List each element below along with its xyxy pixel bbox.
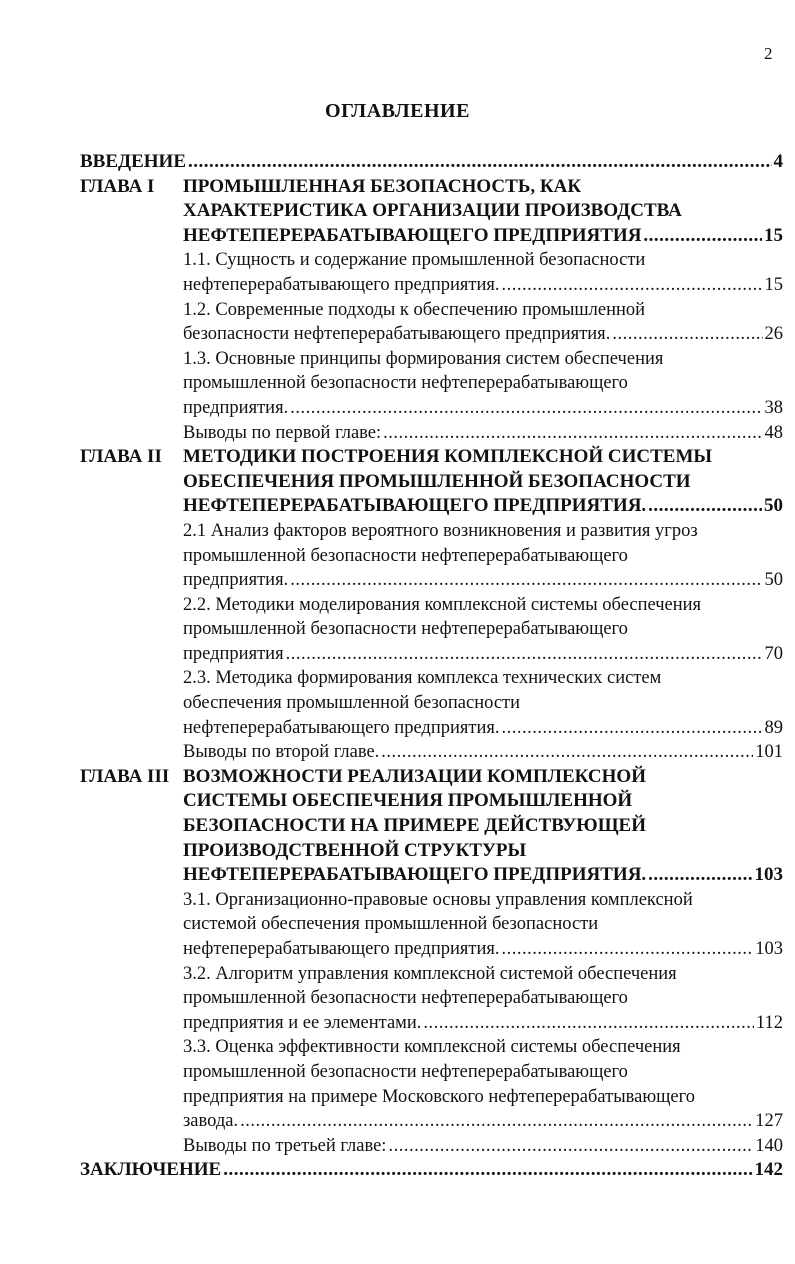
- page-ref: 50: [764, 495, 783, 517]
- entry-text: предприятия и ее элементами.: [183, 1012, 422, 1033]
- chapter-label: ГЛАВА III: [80, 765, 170, 787]
- chapter-title-line: [80, 765, 783, 790]
- section-line: [80, 421, 783, 446]
- entry-text: НЕФТЕПЕРЕРАБАТЫВАЮЩЕГО ПРЕДПРИЯТИЯ.: [183, 864, 647, 886]
- page-ref: 89: [764, 717, 783, 738]
- chapter-title-text: БЕЗОПАСНОСТИ НА ПРИМЕРЕ ДЕЙСТВУЮЩЕЙ: [183, 815, 647, 837]
- section-line: [80, 593, 783, 618]
- entry-text: Выводы по третьей главе:: [183, 1135, 387, 1156]
- section-text: 1.1. Сущность и содержание промышленной безопасности: [183, 250, 646, 271]
- chapter-title-text: ОБЕСПЕЧЕНИЯ ПРОМЫШЛЕННОЙ БЕЗОПАСНОСТИ: [183, 470, 691, 492]
- page-ref: 26: [764, 324, 783, 345]
- table-of-contents: [80, 150, 783, 1183]
- entry-text: нефтеперерабатывающего предприятия.: [183, 939, 500, 959]
- section-text: 2.3. Методика формирования комплекса технических систем: [183, 668, 662, 689]
- section-line: [80, 1109, 783, 1134]
- section-line: [80, 1060, 783, 1085]
- dot-leader: [286, 642, 763, 667]
- section-text: 1.3. Основные принципы формирования систем обеспечения: [183, 348, 664, 369]
- dot-leader: [502, 273, 763, 298]
- entry-text: предприятия: [183, 643, 284, 664]
- section-line: [80, 248, 783, 273]
- section-line: [80, 740, 783, 765]
- section-line: [80, 322, 783, 347]
- entry-text: НЕФТЕПЕРЕРАБАТЫВАЮЩЕГО ПРЕДПРИЯТИЯ: [183, 224, 642, 246]
- section-text: 3.2. Алгоритм управления комплексной системой обеспечения: [183, 963, 677, 984]
- section-line: [80, 396, 783, 421]
- page-ref: 15: [764, 274, 783, 295]
- page-ref: 48: [764, 422, 783, 443]
- section-text: промышленной безопасности нефтеперерабатывающего: [183, 373, 628, 394]
- page-ref: 103: [754, 864, 783, 886]
- chapter-title-line: [80, 199, 783, 224]
- chapter-title-text: ВОЗМОЖНОСТИ РЕАЛИЗАЦИИ КОМПЛЕКСНОЙ: [183, 765, 646, 787]
- section-line: [80, 371, 783, 396]
- chapter-title-line: [80, 445, 783, 470]
- chapter-title-line: [80, 470, 783, 495]
- section-text: системой обеспечения промышленной безопасности: [183, 914, 599, 935]
- page-ref: 127: [755, 1111, 783, 1132]
- chapter-title-line: [80, 839, 783, 864]
- section-text: 2.2. Методики моделирования комплексной системы обеспечения: [183, 594, 702, 615]
- dot-leader: [223, 1158, 752, 1183]
- dot-leader: [381, 740, 753, 765]
- section-line: [80, 298, 783, 323]
- section-line: [80, 1011, 783, 1036]
- section-line: [80, 347, 783, 372]
- page-ref: 50: [764, 570, 783, 591]
- page-ref: 101: [755, 742, 783, 763]
- chapter-title-text: ПРОИЗВОДСТВЕННОЙ СТРУКТУРЫ: [183, 839, 527, 861]
- entry-text: завода.: [183, 1111, 239, 1132]
- chapter-label: ГЛАВА I: [80, 175, 155, 197]
- section-line: [80, 519, 783, 544]
- section-line: [80, 544, 783, 569]
- chapter-title-line: [80, 175, 783, 200]
- section-text: обеспечения промышленной безопасности: [183, 693, 521, 714]
- chapter-title-text: ПРОМЫШЛЕННАЯ БЕЗОПАСНОСТЬ, КАК: [183, 175, 582, 197]
- page-ref: 15: [764, 224, 783, 246]
- entry-text: НЕФТЕПЕРЕРАБАТЫВАЮЩЕГО ПРЕДПРИЯТИЯ.: [183, 495, 647, 517]
- entry-text: Выводы по второй главе.: [183, 742, 380, 763]
- section-line: [80, 617, 783, 642]
- entry-text: нефтеперерабатывающего предприятия.: [183, 274, 500, 295]
- dot-leader: [502, 937, 754, 962]
- chapter-title-line: [80, 863, 783, 888]
- section-text: промышленной безопасности нефтеперерабатывающего: [183, 619, 628, 640]
- dot-leader: [648, 863, 752, 888]
- section-line: [80, 937, 783, 962]
- page-ref: 142: [754, 1159, 783, 1181]
- section-line: [80, 986, 783, 1011]
- dot-leader: [643, 224, 762, 249]
- dot-leader: [423, 1011, 754, 1036]
- dot-leader: [188, 150, 772, 175]
- section-text: 2.1 Анализ факторов вероятного возникновения и развития угроз: [183, 520, 698, 541]
- section-line: [80, 1085, 783, 1110]
- page-ref: 140: [755, 1135, 783, 1156]
- page-ref: 112: [755, 1012, 783, 1033]
- page-title: ОГЛАВЛЕНИЕ: [325, 100, 470, 122]
- section-text: промышленной безопасности нефтеперерабатывающего: [183, 545, 628, 566]
- page-ref: 103: [755, 939, 783, 959]
- section-text: 1.2. Современные подходы к обеспечению промышленной: [183, 299, 646, 320]
- entry-text: Выводы по первой главе:: [183, 422, 382, 443]
- chapter-title-line: [80, 814, 783, 839]
- toc-entry-intro: [80, 150, 783, 175]
- section-text: промышленной безопасности нефтеперерабатывающего: [183, 988, 628, 1009]
- chapter-label: ГЛАВА II: [80, 446, 162, 468]
- chapter-title-text: СИСТЕМЫ ОБЕСПЕЧЕНИЯ ПРОМЫШЛЕННОЙ: [183, 790, 633, 812]
- section-text: 3.3. Оценка эффективности комплексной системы обеспечения: [183, 1037, 681, 1058]
- chapter-title-line: [80, 494, 783, 519]
- dot-leader: [290, 568, 762, 593]
- chapter-title-line: [80, 789, 783, 814]
- dot-leader: [290, 396, 762, 421]
- dot-leader: [612, 322, 762, 347]
- entry-text: нефтеперерабатывающего предприятия.: [183, 717, 500, 738]
- dot-leader: [502, 716, 763, 741]
- section-text: 3.1. Организационно-правовые основы управления комплексной: [183, 889, 693, 910]
- dot-leader: [240, 1109, 753, 1134]
- entry-text: предприятия.: [183, 570, 289, 591]
- entry-text: ВВЕДЕНИЕ: [80, 151, 186, 172]
- entry-text: ЗАКЛЮЧЕНИЕ: [80, 1159, 222, 1181]
- section-text: промышленной безопасности нефтеперерабатывающего: [183, 1061, 628, 1082]
- section-line: [80, 962, 783, 987]
- section-line: [80, 691, 783, 716]
- section-line: [80, 888, 783, 913]
- entry-text: предприятия.: [183, 397, 289, 418]
- dot-leader: [383, 421, 762, 446]
- page-ref: 70: [764, 643, 783, 664]
- dot-leader: [388, 1134, 753, 1159]
- section-line: [80, 1035, 783, 1060]
- page-ref: 4: [773, 151, 783, 172]
- entry-text: безопасности нефтеперерабатывающего предприятия.: [183, 324, 611, 345]
- page-number: 2: [764, 44, 773, 63]
- page-ref: 38: [764, 397, 783, 418]
- chapter-title-line: [80, 224, 783, 249]
- section-line: [80, 1134, 783, 1159]
- section-line: [80, 666, 783, 691]
- chapter-title-text: ХАРАКТЕРИСТИКА ОРГАНИЗАЦИИ ПРОИЗВОДСТВА: [183, 200, 682, 222]
- dot-leader: [648, 494, 762, 519]
- chapter-title-text: МЕТОДИКИ ПОСТРОЕНИЯ КОМПЛЕКСНОЙ СИСТЕМЫ: [183, 446, 713, 468]
- toc-entry-conclusion: [80, 1158, 783, 1183]
- section-text: предприятия на примере Московского нефтеперерабатывающего: [183, 1086, 696, 1107]
- section-line: [80, 568, 783, 593]
- section-line: [80, 912, 783, 937]
- section-line: [80, 642, 783, 667]
- section-line: [80, 273, 783, 298]
- section-line: [80, 716, 783, 741]
